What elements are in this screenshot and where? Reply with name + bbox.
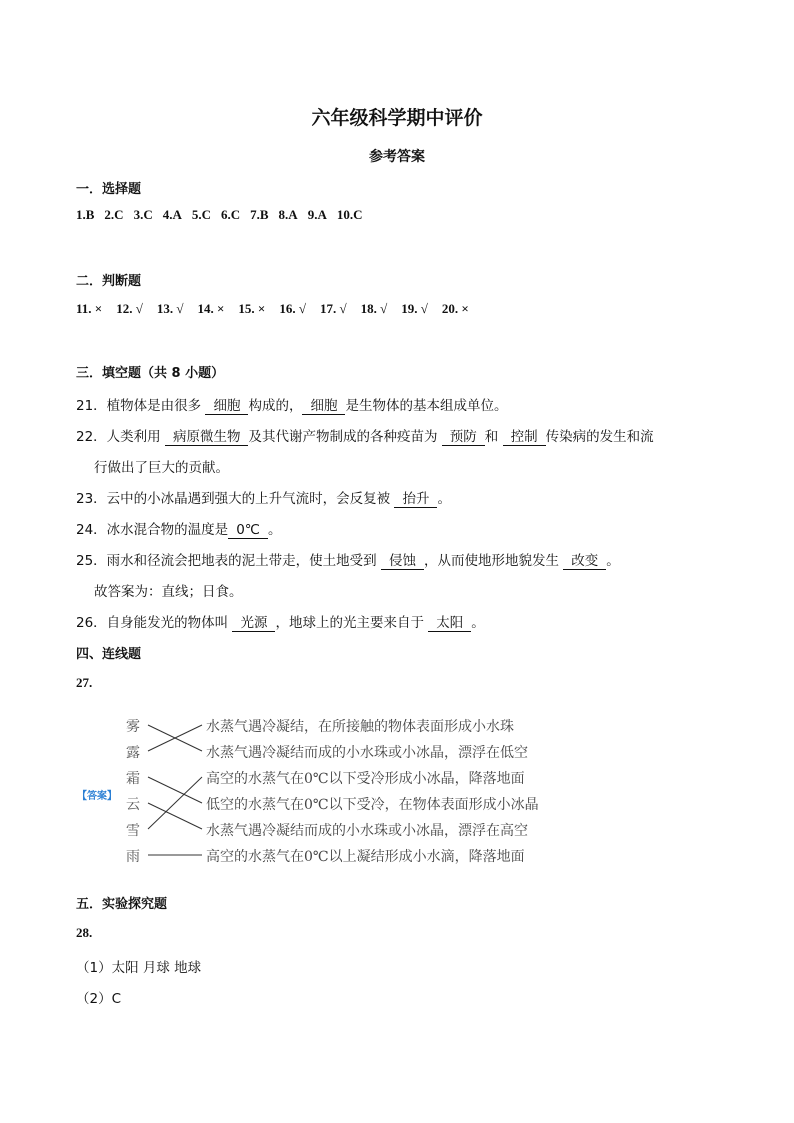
- match-left-item: 雪: [126, 823, 140, 839]
- s2-answer-1: 11. ×: [76, 301, 103, 316]
- section3-heading: 三．填空题（共 8 小题）: [76, 366, 225, 381]
- s1-answer-10: 10.C: [336, 207, 363, 222]
- s1-answer-6: 6.C: [220, 207, 241, 222]
- s1-answer-9: 9.A: [307, 207, 327, 222]
- s2-answer-2: 12. √: [116, 301, 143, 316]
- q26-blank-2: 太阳: [428, 616, 471, 632]
- q22-text-a: 22．人类利用: [76, 429, 165, 445]
- section1-heading: 一．选择题: [76, 182, 142, 197]
- s2-answer-8: 18. √: [360, 301, 388, 316]
- q22-blank-2: 预防: [442, 430, 485, 446]
- match-line: [148, 777, 202, 829]
- q23-blank-1: 抬升: [394, 492, 437, 508]
- match-left-item: 霜: [126, 771, 140, 787]
- match-left-item: 露: [126, 745, 140, 761]
- section4-heading: 四、连线题: [76, 647, 142, 662]
- s1-answer-8: 8.A: [278, 207, 298, 222]
- section2-heading: 二．判断题: [76, 274, 142, 289]
- question-28-answer-1: （1）太阳 月球 地球: [76, 960, 202, 976]
- q22-text-e: 传染病的发生和流: [545, 429, 654, 445]
- q22-blank-3: 控制: [503, 430, 546, 446]
- s2-answer-9: 19. √: [401, 301, 428, 316]
- q21-blank-2: 细胞: [302, 399, 345, 415]
- q21-text-d: 是生物体的基本组成单位。: [345, 398, 508, 414]
- match-left-item: 雨: [126, 849, 140, 865]
- match-right-item: 高空的水蒸气在0℃以上凝结形成小水滴，降落地面: [206, 849, 525, 865]
- q24-text-c: 。: [267, 522, 282, 538]
- q22-text-d: 和: [484, 429, 503, 445]
- q25-blank-1: 侵蚀: [381, 554, 424, 570]
- section5-heading: 五．实验探究题: [76, 897, 168, 912]
- q26-text-d: 。: [471, 615, 485, 631]
- q22-blank-1: 病原微生物: [165, 430, 249, 446]
- match-right-item: 水蒸气遇冷凝结，在所接触的物体表面形成小水珠: [206, 719, 514, 735]
- q25-text-d: 。: [606, 553, 620, 569]
- question-22-cont: 行做出了巨大的贡献。: [94, 460, 229, 476]
- s1-answer-3: 3.C: [133, 207, 153, 222]
- page-title: 六年级科学期中评价: [311, 107, 483, 129]
- s1-answer-2: 2.C: [104, 207, 124, 222]
- match-right-item: 水蒸气遇冷凝结而成的小水珠或小冰晶，漂浮在低空: [206, 745, 528, 761]
- q26-blank-1: 光源: [232, 616, 275, 632]
- s2-answer-7: 17. √: [319, 301, 347, 316]
- q21-text-c: 构成的，: [248, 398, 303, 414]
- q23-text-a: 23．云中的小冰晶遇到强大的上升气流时，会反复被: [76, 491, 395, 507]
- q22-text-c: 及其代谢产物制成的各种疫苗为: [248, 429, 442, 445]
- s1-answer-4: 4.A: [162, 207, 182, 222]
- s1-answer-7: 7.B: [250, 207, 269, 222]
- q21-text-a: 21．植物体是由很多: [76, 398, 206, 414]
- match-right-item: 水蒸气遇冷凝结而成的小水珠或小冰晶，漂浮在高空: [206, 823, 528, 839]
- match-left-item: 雾: [126, 719, 140, 735]
- answer-tag: 【答案】: [77, 791, 117, 802]
- match-right-item: 高空的水蒸气在0℃以下受冷形成小冰晶，降落地面: [206, 771, 525, 787]
- question-27-number: 27.: [76, 675, 93, 690]
- s1-answer-5: 5.C: [191, 207, 211, 222]
- s2-answer-6: 16. √: [279, 301, 306, 316]
- s2-answer-5: 15. ×: [238, 301, 266, 316]
- match-line: [148, 803, 202, 829]
- match-left-item: 云: [126, 797, 140, 813]
- q26-text-a: 26．自身能发光的物体叫: [76, 615, 233, 631]
- match-right-item: 低空的水蒸气在0℃以下受冷，在物体表面形成小冰晶: [206, 797, 539, 813]
- question-28-number: 28.: [76, 925, 93, 940]
- s2-answer-3: 13. √: [156, 301, 184, 316]
- match-line: [148, 777, 202, 803]
- q24-blank-1: 0℃: [228, 523, 268, 539]
- s2-answer-10: 20. ×: [441, 301, 469, 316]
- q25-blank-2: 改变: [563, 554, 606, 570]
- q21-blank-1: 细胞: [205, 399, 248, 415]
- question-28-answer-2: （2）C: [76, 991, 122, 1007]
- q25-text-c: ，从而使地形地貌发生: [423, 553, 564, 569]
- q26-text-c: ，地球上的光主要来自于: [275, 615, 429, 631]
- s1-answer-1: 1.B: [76, 207, 95, 222]
- answer-note: 故答案为：直线；日食。: [94, 584, 243, 600]
- q23-text-c: 。: [437, 491, 451, 507]
- s2-answer-4: 14. ×: [197, 301, 225, 316]
- q24-text-a: 24．冰水混合物的温度是: [76, 522, 229, 538]
- q25-text-a: 25．雨水和径流会把地表的泥土带走，使土地受到: [76, 553, 381, 569]
- page-subtitle: 参考答案: [369, 149, 425, 165]
